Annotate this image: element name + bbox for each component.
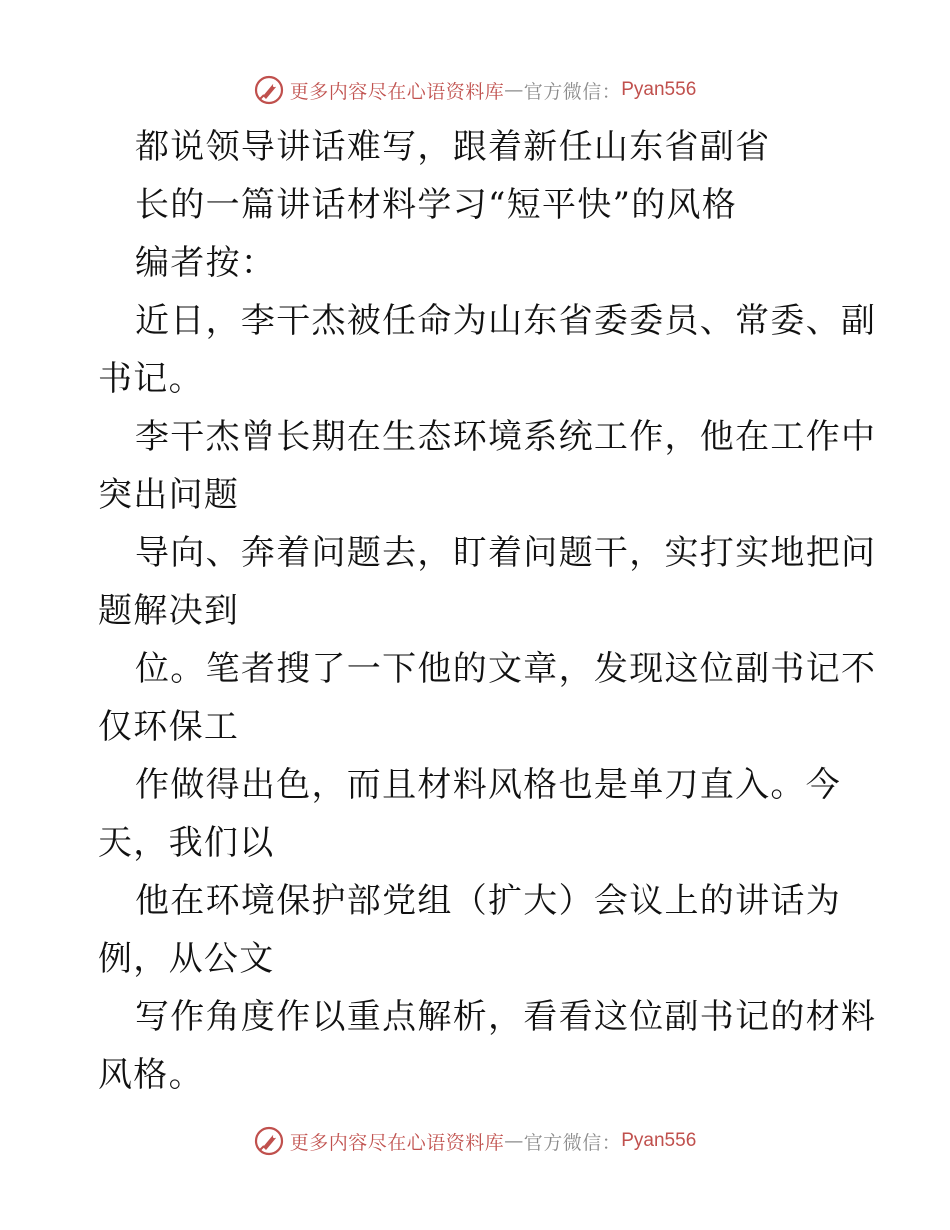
title-line-1: 都说领导讲话难写，跟着新任山东省副省 bbox=[135, 127, 771, 167]
header-wechat-label: 官方微信： bbox=[523, 80, 622, 103]
footer-wechat-id: Pyan556 bbox=[621, 1130, 697, 1151]
header-brand-text: 更多内容尽在心语资料库 bbox=[289, 80, 505, 103]
footer-wechat-label: 官方微信： bbox=[523, 1131, 622, 1154]
footer-separator: — bbox=[504, 1130, 524, 1152]
footer-banner bbox=[0, 1121, 950, 1161]
paragraph-line: 例，从公文 bbox=[98, 939, 275, 979]
paragraph-line: 题解决到 bbox=[98, 591, 240, 631]
pen-nib-logo-icon bbox=[254, 75, 284, 105]
paragraph-line: 作做得出色，而且材料风格也是单刀直入。今 bbox=[135, 765, 841, 805]
paragraph-line: 他在环境保护部党组（扩大）会议上的讲话为 bbox=[135, 881, 841, 921]
header-banner bbox=[0, 70, 950, 110]
paragraph-line: 天，我们以 bbox=[98, 823, 275, 863]
paragraph-line: 近日，李干杰被任命为山东省委委员、常委、副 bbox=[135, 301, 877, 341]
header-wechat-id: Pyan556 bbox=[621, 79, 697, 100]
article-body bbox=[98, 118, 877, 1104]
paragraph-line: 写作角度作以重点解析，看看这位副书记的材料 bbox=[135, 997, 877, 1037]
pen-nib-logo-icon bbox=[254, 1126, 284, 1156]
footer-brand-text: 更多内容尽在心语资料库 bbox=[289, 1131, 505, 1154]
paragraph-line: 导向、奔着问题去，盯着问题干，实打实地把问 bbox=[135, 533, 877, 573]
paragraph-line: 仅环保工 bbox=[98, 707, 240, 747]
paragraph-line: 风格。 bbox=[98, 1055, 204, 1095]
editor-note-heading: 编者按： bbox=[135, 243, 277, 283]
paragraph-line: 位。笔者搜了一下他的文章，发现这位副书记不 bbox=[135, 649, 877, 689]
title-line-2: 长的一篇讲话材料学习“短平快”的风格 bbox=[135, 185, 738, 225]
paragraph-line: 李干杰曾长期在生态环境系统工作，他在工作中 bbox=[135, 417, 877, 457]
paragraph-line: 突出问题 bbox=[98, 475, 240, 515]
paragraph-line: 书记。 bbox=[98, 359, 204, 399]
header-separator: — bbox=[504, 79, 524, 101]
